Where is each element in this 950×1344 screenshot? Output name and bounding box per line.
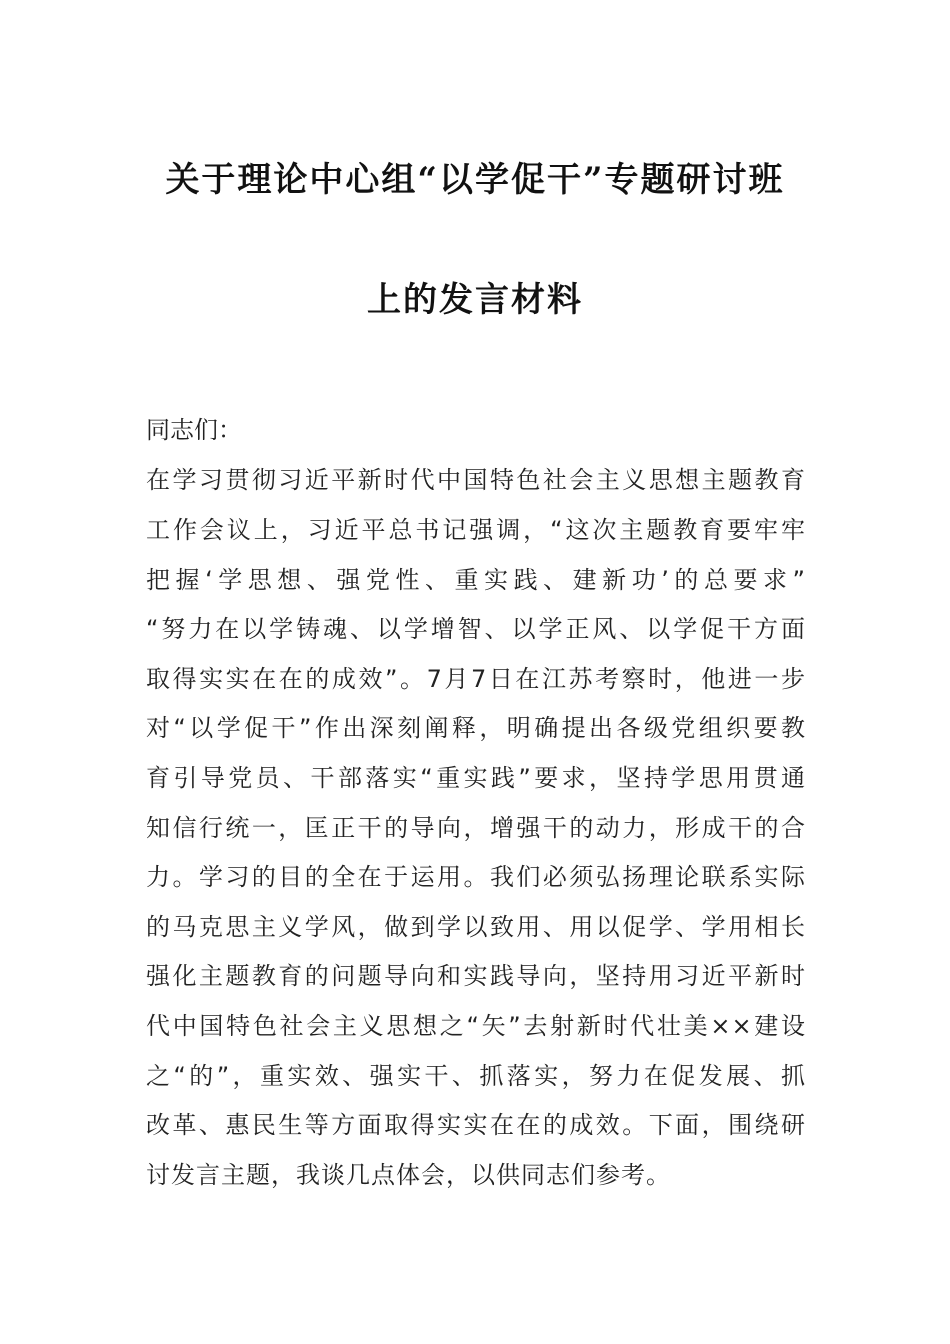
body-line: 把握‘学思想、强党性、重实践、建新功’的总要求” xyxy=(146,566,806,594)
body-line: 改革、惠民生等方面取得实实在在的成效。下面，围绕研 xyxy=(146,1111,806,1139)
body-line-last: 讨发言主题，我谈几点体会，以供同志们参考。 xyxy=(146,1161,671,1189)
body-line: 强化主题教育的问题导向和实践导向，坚持用习近平新时 xyxy=(146,962,806,990)
body-line: 的马克思主义学风，做到学以致用、用以促学、学用相长 xyxy=(146,913,806,941)
body-line: 工作会议上，习近平总书记强调，“这次主题教育要牢牢 xyxy=(146,516,806,544)
body-line: 知信行统一，匡正干的导向，增强干的动力，形成干的合 xyxy=(146,814,806,842)
body-line: 取得实实在在的成效”。7月7日在江苏考察时，他进一步 xyxy=(146,665,806,693)
body-line: 代中国特色社会主义思想之“矢”去射新时代壮美××建设 xyxy=(146,1012,806,1040)
body-line: “努力在以学铸魂、以学增智、以学正风、以学促干方面 xyxy=(146,615,806,643)
body-line: 力。学习的目的全在于运用。我们必须弘扬理论联系实际 xyxy=(146,863,806,891)
body-line: 在学习贯彻习近平新时代中国特色社会主义思想主题教育 xyxy=(146,466,806,494)
body-line: 对“以学促干”作出深刻阐释，明确提出各级党组织要教 xyxy=(146,714,806,742)
body-line: 之“的”，重实效、强实干、抓落实，努力在促发展、抓 xyxy=(146,1062,806,1090)
body-line: 育引导党员、干部落实“重实践”要求，坚持学思用贯通 xyxy=(146,764,806,792)
salutation: 同志们： xyxy=(146,416,242,444)
document-title-line-2: 上的发言材料 xyxy=(367,280,583,320)
document-title-line-1: 关于理论中心组“以学促干”专题研讨班 xyxy=(165,160,785,200)
